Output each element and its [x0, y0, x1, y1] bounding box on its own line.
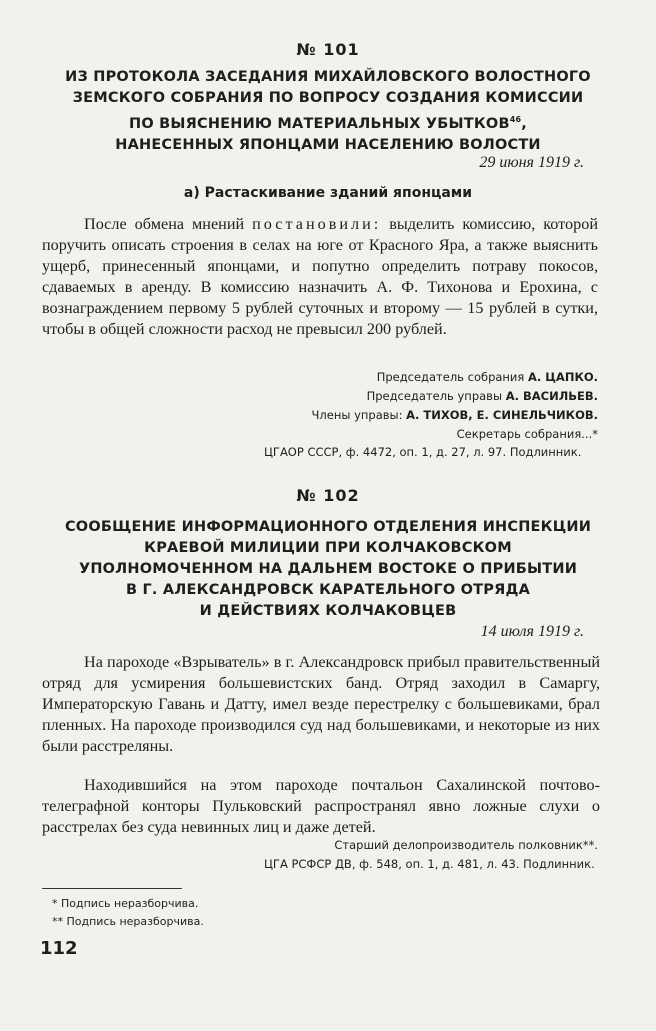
doc-101-title-line-3 — [40, 109, 616, 135]
doc-102-title-line-3: УПОЛНОМОЧЕННОМ НА ДАЛЬНЕМ ВОСТОКЕ О ПРИБЫТИИ — [78, 561, 578, 577]
doc-101-title-line-3-text: ПО ВЫЯСНЕНИЮ МАТЕРИАЛЬНЫХ УБЫТКОВ — [129, 115, 510, 132]
signature-chairman-assembly — [312, 368, 598, 387]
signature-name: А. ВАСИЛЬЕВ. — [505, 389, 598, 403]
signature-role: Секретарь собрания...* — [456, 427, 598, 441]
doc-102-archive-ref: ЦГА РСФСР ДВ, ф. 548, оп. 1, д. 481, л. 43. Подлинник. — [264, 857, 595, 871]
doc-102-paragraph-2: Находившийся на этом пароходе почтальон Сахалинской почтово-телеграфной конторы Пульковский распространял явно ложные слухи о расстрелах без суда невинных лиц и даже детей. — [42, 776, 600, 836]
doc-101-body-rest: выделить комиссию, которой поручить описать строения в селах на юге от Красного Яра, а также выяснить ущерб, принесенный японцами, и попутно определить потраву покосов, сдаваемых в аренду. В комиссию назначить А. Ф. Тихонова и Ерохина, с вознаграждением первому 5 рублей суточных и второму — 15 рублей в сутки, чтобы в общей сложности расход не превысил 200 рублей. — [42, 215, 598, 338]
doc-101-body-start: После обмена мнений — [84, 215, 253, 233]
doc-101-body — [42, 214, 598, 340]
doc-102-date: 14 июля 1919 г. — [480, 623, 584, 640]
doc-101-date: 29 июня 1919 г. — [479, 154, 584, 171]
footnote-2: ** Подпись неразборчива. — [52, 915, 204, 928]
signature-role: Председатель управы — [366, 389, 506, 403]
doc-101-number: № 101 — [296, 40, 360, 59]
doc-102-title-line-5: И ДЕЙСТВИЯХ КОЛЧАКОВЦЕВ — [199, 603, 457, 619]
doc-101-signatures — [312, 368, 598, 444]
footnote-1: * Подпись неразборчива. — [52, 897, 199, 910]
signature-role: Председатель собрания — [376, 370, 528, 384]
signature-role: Члены управы: — [311, 408, 407, 422]
footnote-divider — [42, 888, 182, 889]
signature-secretary — [312, 425, 598, 444]
doc-102-title-line-1: СООБЩЕНИЕ ИНФОРМАЦИОННОГО ОТДЕЛЕНИЯ ИНСПЕКЦИИ — [64, 519, 592, 535]
doc-102-title-line-2: КРАЕВОЙ МИЛИЦИИ ПРИ КОЛЧАКОВСКОМ — [144, 540, 512, 556]
signature-chairman-board — [312, 387, 598, 406]
doc-101-title-line-1: ИЗ ПРОТОКОЛА ЗАСЕДАНИЯ МИХАЙЛОВСКОГО ВОЛОСТНОГО — [65, 69, 591, 85]
doc-101-archive-ref: ЦГАОР СССР, ф. 4472, оп. 1, д. 27, л. 97. Подлинник. — [264, 445, 582, 459]
doc-102-title-line-4: В Г. АЛЕКСАНДРОВСК КАРАТЕЛЬНОГО ОТРЯДА — [125, 582, 530, 598]
signature-name: А. ТИХОВ, Е. СИНЕЛЬЧИКОВ. — [406, 408, 598, 422]
doc-102-signature: Старший делопроизводитель полковник**. — [334, 838, 598, 852]
doc-102-number: № 102 — [296, 486, 360, 505]
doc-102-title — [40, 517, 616, 622]
footnote-ref-46: 46 — [509, 115, 522, 124]
doc-101-body-resolved: постановили: — [252, 215, 382, 233]
page-number: 112 — [40, 938, 78, 959]
doc-101-title — [40, 67, 616, 156]
doc-102-paragraph-1: На пароходе «Взрыватель» в г. Александровск прибыл правительственный отряд для усмирения большевистских банд. Отряд заходил в Самаргу, Императорскую Гавань и Датту, имел везде перестрелку с большевиками, брал пленных. На пароходе производился суд над большевиками, и некоторые из них были расстреляны. — [42, 653, 600, 755]
doc-101-title-line-2: ЗЕМСКОГО СОБРАНИЯ ПО ВОПРОСУ СОЗДАНИЯ КОМИССИИ — [72, 90, 584, 106]
doc-101-title-line-4: НАНЕСЕННЫХ ЯПОНЦАМИ НАСЕЛЕНИЮ ВОЛОСТИ — [115, 136, 541, 153]
signature-name: А. ЦАПКО. — [527, 370, 598, 384]
doc-101-section-title: а) Растаскивание зданий японцами — [183, 185, 473, 201]
signature-board-members — [312, 406, 598, 425]
doc-101-title-comma: , — [521, 115, 527, 132]
